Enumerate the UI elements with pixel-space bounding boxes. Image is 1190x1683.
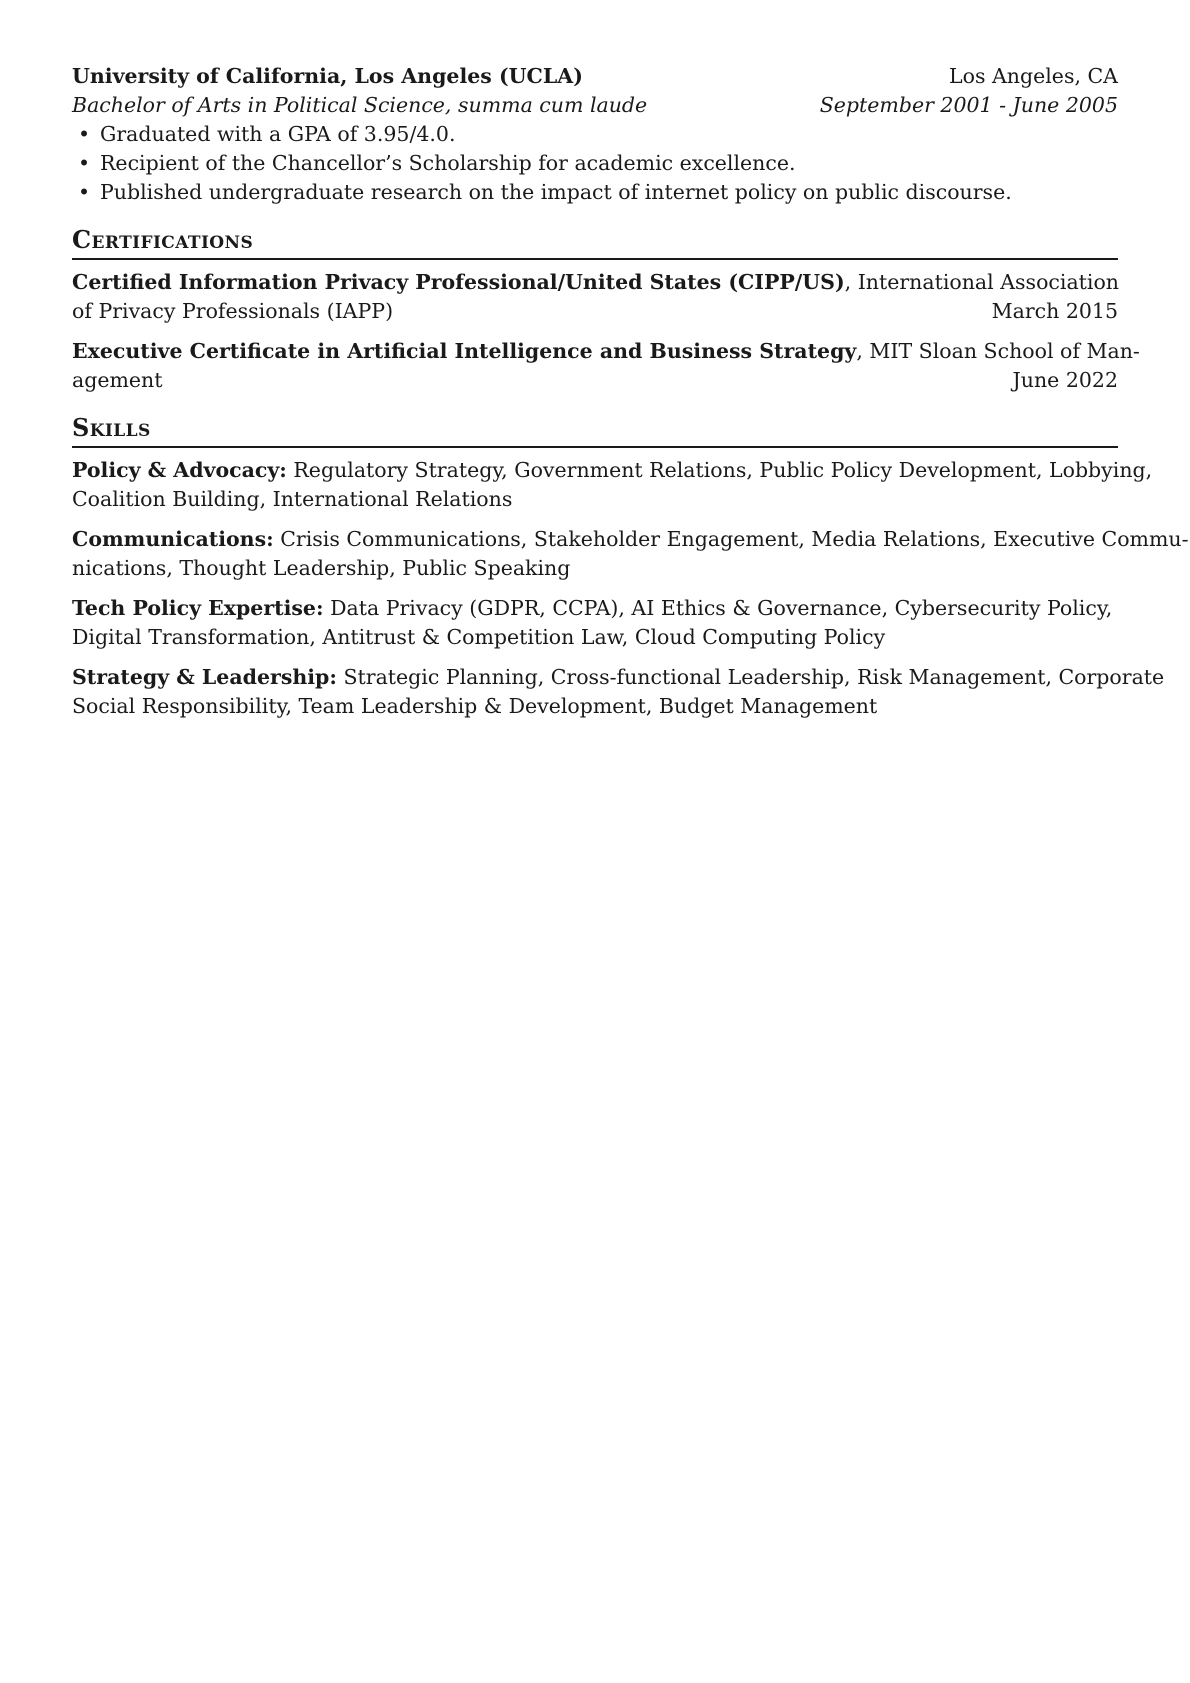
skill-line — [72, 456, 1153, 485]
skill-values: Data Privacy (GDPR, CCPA), AI Ethics & Governance, Cybersecurity Policy, — [330, 596, 1113, 620]
bullet-icon: • — [78, 180, 91, 204]
certification-issuer: agement — [72, 368, 163, 392]
certification-issuer: of Privacy Professionals (IAPP) — [72, 299, 394, 323]
bullet-text: Graduated with a GPA of 3.95/4.0. — [100, 122, 456, 146]
certification-name: Certified Information Privacy Professional/United States (CIPP/US) — [72, 270, 845, 294]
education-entry — [72, 62, 1118, 207]
certification-issuer: , MIT Sloan School of Man- — [856, 339, 1140, 363]
degree-title: Bachelor of Arts in Political Science, summa cum laude — [72, 93, 648, 117]
institution-location: Los Angeles, CA — [949, 64, 1118, 88]
skill-label: Tech Policy Expertise: — [72, 596, 324, 620]
bullet-icon: • — [78, 151, 91, 175]
skill-values: Digital Transformation, Antitrust & Competition Law, Cloud Computing Policy — [72, 625, 886, 649]
bullet-text: Recipient of the Chancellor’s Scholarship for academic excellence. — [100, 151, 796, 175]
skill-item — [72, 456, 1153, 514]
list-item — [72, 120, 1118, 149]
skill-item — [72, 525, 1189, 583]
education-bullet-list — [72, 120, 1118, 207]
skill-values: nications, Thought Leadership, Public Speaking — [72, 556, 571, 580]
skill-label: Strategy & Leadership: — [72, 665, 337, 689]
bullet-icon: • — [78, 122, 91, 146]
list-item — [72, 178, 1118, 207]
skill-values: Crisis Communications, Stakeholder Engagement, Media Relations, Executive Commu- — [280, 527, 1189, 551]
skill-values: Regulatory Strategy, Government Relations, Public Policy Development, Lobbying, — [293, 458, 1153, 482]
skill-item — [72, 594, 1118, 652]
skill-line — [72, 525, 1189, 554]
education-degree-row — [72, 91, 1118, 120]
certification-date: March 2015 — [991, 299, 1118, 323]
certification-name: Executive Certificate in Artificial Intelligence and Business Strategy — [72, 339, 857, 363]
resume-page — [72, 62, 1189, 732]
education-dates: September 2001 - June 2005 — [819, 93, 1118, 117]
list-item — [72, 149, 1118, 178]
skill-label: Policy & Advocacy: — [72, 458, 287, 482]
institution-name: University of California, Los Angeles (UCLA) — [72, 64, 583, 88]
skill-label: Communications: — [72, 527, 274, 551]
skill-values: Coalition Building, International Relations — [72, 487, 513, 511]
certification-issuer: , International Association — [844, 270, 1120, 294]
certification-item — [72, 268, 1118, 326]
bullet-text: Published undergraduate research on the impact of internet policy on public discourse. — [100, 180, 1012, 204]
certification-item — [72, 337, 1140, 395]
skill-values: Social Responsibility, Team Leadership & Development, Budget Management — [72, 694, 878, 718]
skill-item — [72, 663, 1165, 721]
certification-line — [72, 366, 1118, 395]
skills-heading: Skills — [72, 413, 1118, 448]
certification-line — [72, 268, 1118, 297]
certification-line — [72, 337, 1140, 366]
certifications-heading: Certifications — [72, 225, 1118, 260]
certification-date: June 2022 — [1012, 368, 1118, 392]
education-header-row — [72, 62, 1118, 91]
skill-line — [72, 663, 1165, 692]
skill-line — [72, 594, 1118, 623]
certification-line — [72, 297, 1118, 326]
skill-values: Strategic Planning, Cross-functional Leadership, Risk Management, Corporate — [343, 665, 1165, 689]
